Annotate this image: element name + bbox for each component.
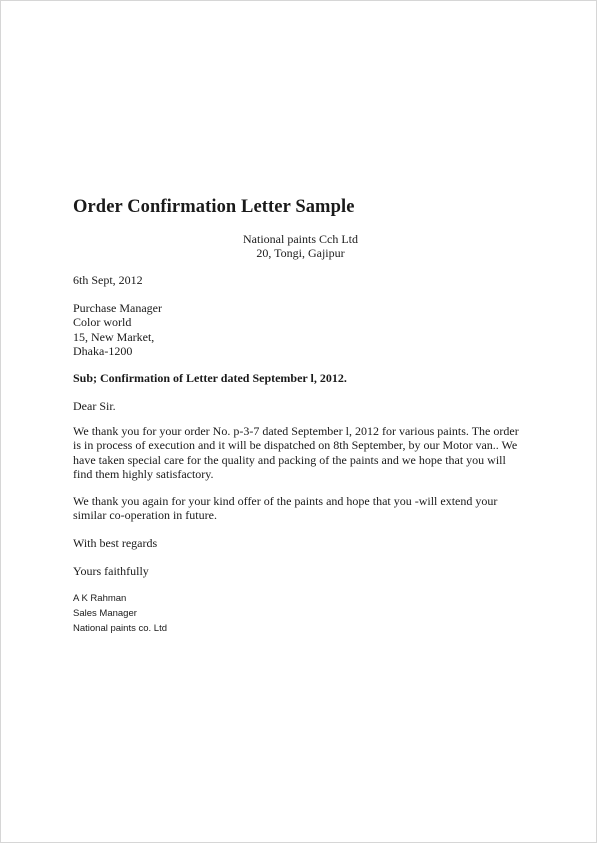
body-paragraph-1	[73, 424, 533, 482]
paragraph-line: have taken special care for the quality and packing of the paints and we hope that you will	[73, 452, 506, 467]
closing-regards: With best regards	[73, 536, 158, 550]
letter-subject: Sub; Confirmation of Letter dated September l, 2012.	[73, 371, 347, 385]
sender-company: National paints Cch Ltd	[243, 232, 358, 246]
paragraph-line: We thank you again for your kind offer of the paints and hope that you -will extend your	[73, 494, 498, 508]
recipient-address	[73, 301, 162, 359]
recipient-title: Purchase Manager	[73, 301, 162, 315]
signature-name: A K Rahman	[73, 593, 127, 604]
signature-block	[73, 591, 167, 636]
recipient-street: 15, New Market,	[73, 329, 155, 344]
paragraph-line: We thank you for your order No. p-3-7 dated September l, 2012 for various paints. The order	[73, 424, 519, 438]
recipient-city: Dhaka-1200	[73, 344, 133, 359]
letter-title: Order Confirmation Letter Sample	[73, 197, 355, 217]
recipient-company: Color world	[73, 315, 132, 330]
sender-address	[1, 232, 597, 261]
letter-salutation: Dear Sir.	[73, 399, 116, 413]
closing-yours-faithfully: Yours faithfully	[73, 564, 149, 578]
paragraph-line: find them highly satisfactory.	[73, 467, 214, 482]
sender-location: 20, Tongi, Gajipur	[256, 246, 345, 261]
signature-company: National paints co. Ltd	[73, 623, 168, 634]
paragraph-line: is in process of execution and it will be dispatched on 8th September, by our Motor van.. We	[73, 438, 518, 453]
body-paragraph-2	[73, 494, 533, 523]
signature-position: Sales Manager	[73, 608, 137, 619]
paragraph-line: similar co-operation in future.	[73, 508, 217, 523]
letter-date: 6th Sept, 2012	[73, 273, 143, 287]
